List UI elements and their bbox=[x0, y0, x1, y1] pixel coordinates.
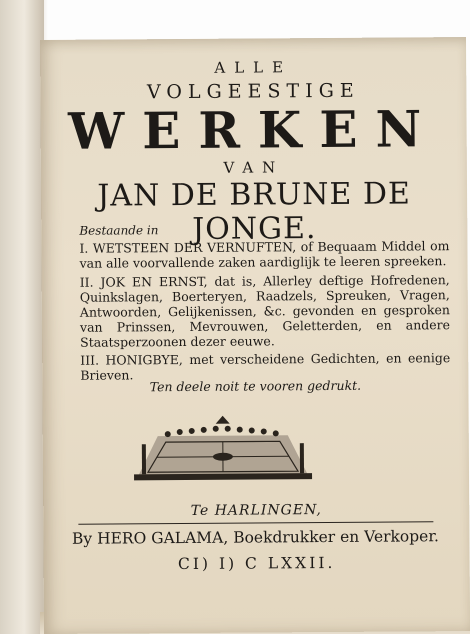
title-line-alle: ALLE bbox=[214, 58, 293, 77]
title-line-werken: WERKEN bbox=[67, 99, 440, 161]
book-spine bbox=[0, 0, 44, 634]
contents-intro: Bestaande in bbox=[79, 223, 159, 238]
author-name: JAN DE BRUNE DE JONGE. bbox=[97, 176, 411, 247]
printing-note: Ten deele noit te vooren gedrukt. bbox=[149, 377, 362, 395]
title-page bbox=[40, 37, 470, 634]
imprint-publisher: By HERO GALAMA, Boekdrukker en Verkoper. bbox=[71, 527, 440, 548]
imprint-year: CI) I) C LXXII. bbox=[177, 553, 336, 574]
imprint-rule bbox=[78, 521, 433, 524]
garden-vignette-illustration bbox=[128, 413, 318, 486]
imprint-place: Te HARLINGEN, bbox=[190, 502, 322, 519]
title-line-van: VAN bbox=[223, 158, 285, 177]
contents-item-1: I. WETSTEEN DER VERNUFTEN, of Bequaam Middel om van alle voorvallende zaken aardiglijk te leeren spreeken. bbox=[79, 238, 450, 271]
contents-item-2: II. JOK EN ERNST, dat is, Allerley deftige Hofredenen, Quinkslagen, Boerteryen, Raadzels, Spreuken, Vragen, Antwoorden, Gelijkenissen, &c. gevonden en gesproken van Prinssen, Mevrouwen, Geletterden, en andere Staatsperzoonen dezer eeuwe. bbox=[79, 272, 451, 350]
title-line-volgeestige: VOLGEESTIGE bbox=[146, 79, 360, 104]
contents-item-3: III. HONIGBYE, met verscheidene Gedichten, en eenige Brieven. bbox=[80, 350, 451, 383]
